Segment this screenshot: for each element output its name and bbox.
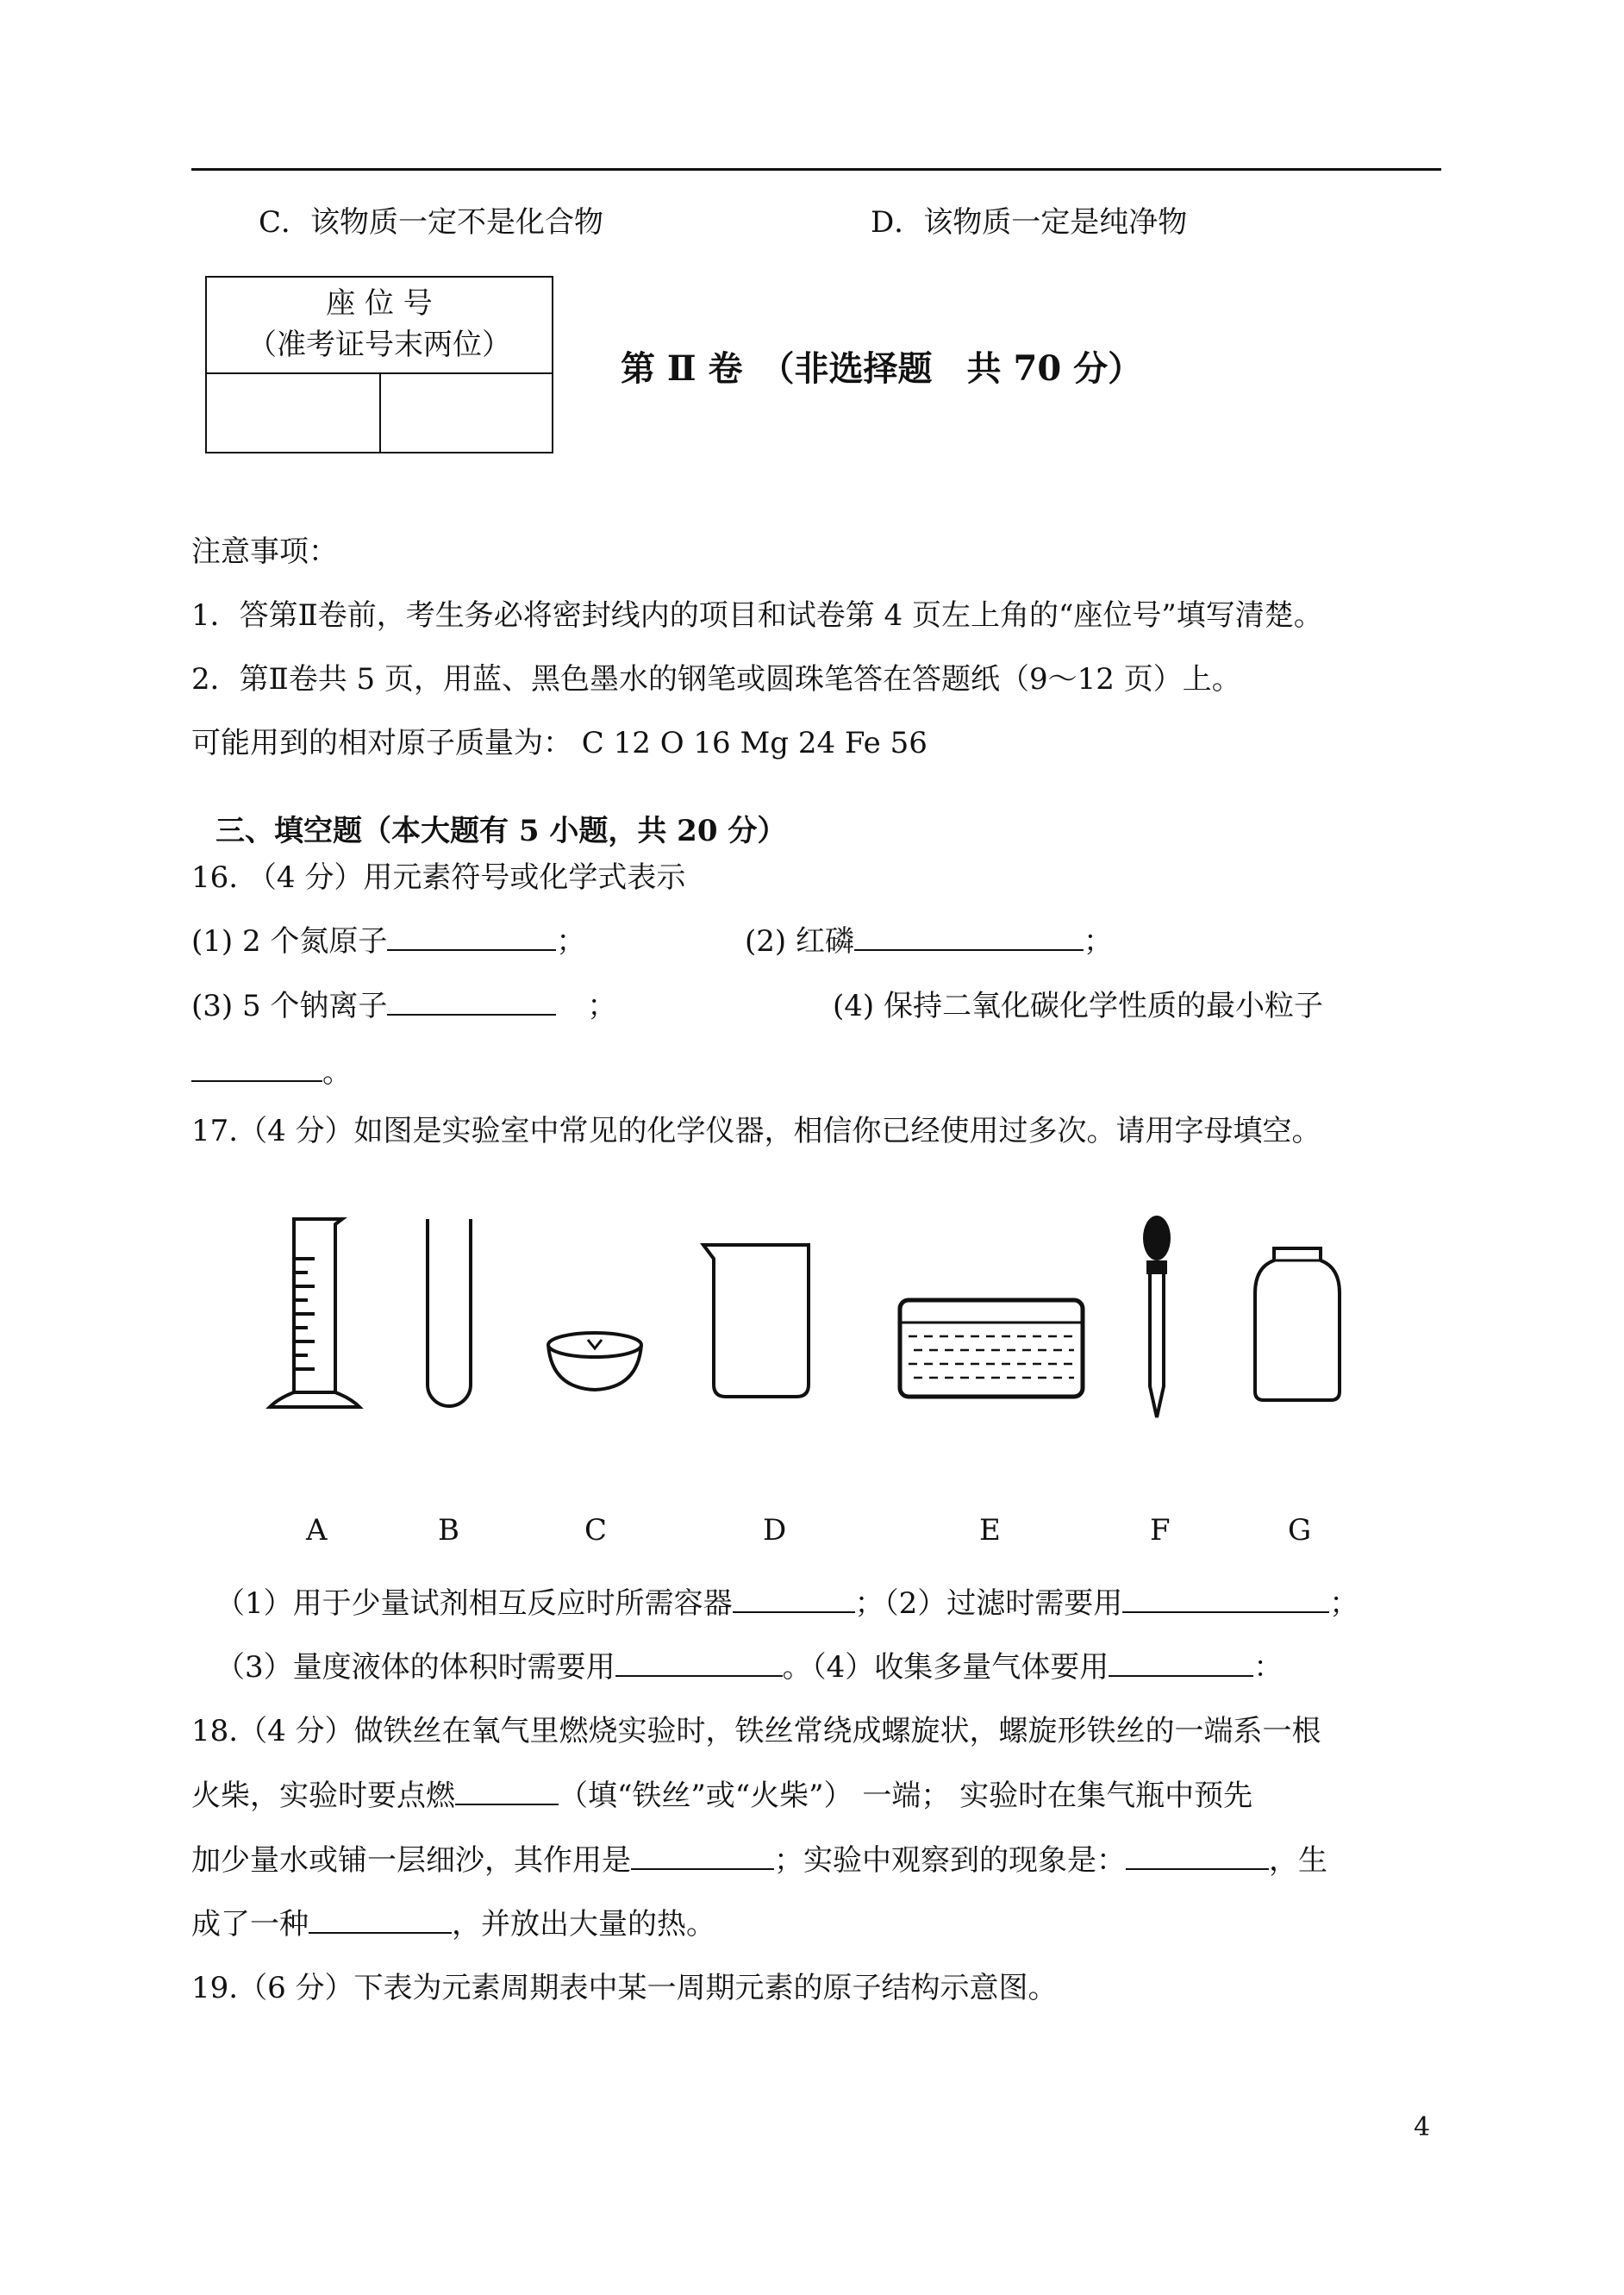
q18-line3-end: ，生 bbox=[1269, 1843, 1327, 1878]
q18-product-blank[interactable] bbox=[309, 1906, 452, 1934]
q19-stem: 19.（6 分）下表为元素周期表中某一周期元素的原子结构示意图。 bbox=[191, 1971, 1058, 2005]
q16-part2 bbox=[745, 922, 1113, 960]
q18-line4 bbox=[191, 1905, 715, 1943]
q17-part4-end: ： bbox=[1253, 1650, 1284, 1685]
q18-purpose-blank[interactable] bbox=[631, 1842, 774, 1870]
q16-part2-end: ； bbox=[1083, 924, 1113, 959]
q18-line4-text: 成了一种 bbox=[191, 1907, 309, 1942]
seat-digit-2-cell[interactable] bbox=[381, 374, 553, 453]
apparatus-label-b: B bbox=[438, 1513, 459, 1548]
seat-box-header bbox=[207, 278, 552, 374]
apparatus-label-c: C bbox=[584, 1513, 608, 1548]
q17-line1 bbox=[215, 1585, 1359, 1623]
q18-line3-text: 加少量水或铺一层细沙，其作用是 bbox=[191, 1843, 631, 1878]
q17-part4-blank[interactable] bbox=[1109, 1649, 1253, 1677]
q16-part1-text: (1) 2 个氮原子 bbox=[191, 924, 388, 959]
apparatus-label-f: F bbox=[1150, 1513, 1171, 1548]
header-rule bbox=[191, 168, 1441, 171]
q17-part3-blank[interactable] bbox=[615, 1649, 783, 1677]
section-title: 第 Ⅱ 卷 （非选择题 共 70 分） bbox=[621, 348, 1143, 389]
dropper-icon bbox=[1131, 1214, 1183, 1419]
q18-line1: 18.（4 分）做铁丝在氧气里燃烧实验时，铁丝常绕成螺旋状，螺旋形铁丝的一端系一根 bbox=[191, 1714, 1321, 1748]
note-1: 1．答第Ⅱ卷前，考生务必将密封线内的项目和试卷第 4 页左上角的“座位号”填写清楚。 bbox=[191, 598, 1323, 633]
atomic-masses: 可能用到的相对原子质量为： C 12 O 16 Mg 24 Fe 56 bbox=[191, 726, 928, 760]
q17-part4-text: 。（4）收集多量气体要用 bbox=[782, 1650, 1109, 1685]
q18-line3-mid: ；实验中观察到的现象是： bbox=[774, 1843, 1126, 1878]
q16-stem: 16. （4 分）用元素符号或化学式表示 bbox=[191, 860, 686, 895]
q18-line3 bbox=[191, 1842, 1327, 1879]
apparatus-label-g: G bbox=[1288, 1513, 1312, 1548]
q16-part1-blank[interactable] bbox=[387, 923, 556, 951]
q16-part4: (4) 保持二氧化碳化学性质的最小粒子 bbox=[833, 989, 1323, 1023]
part3-heading: 三、填空题（本大题有 5 小题，共 20 分） bbox=[215, 814, 787, 848]
q18-phenomenon-blank[interactable] bbox=[1126, 1842, 1269, 1870]
water-trough-icon bbox=[896, 1297, 1086, 1400]
q16-part4-blank[interactable] bbox=[191, 1054, 322, 1082]
q18-line2-rest: （填“铁丝”或“火柴”） 一端； 实验时在集气瓶中预先 bbox=[559, 1779, 1253, 1813]
note-2: 2．第Ⅱ卷共 5 页，用蓝、黑色墨水的钢笔或圆珠笔答在答题纸（9～12 页）上。 bbox=[191, 662, 1241, 697]
gas-jar-icon bbox=[1250, 1245, 1345, 1404]
q16-part2-blank[interactable] bbox=[854, 923, 1084, 951]
q17-part1-blank[interactable] bbox=[733, 1585, 855, 1613]
seat-number-box bbox=[205, 276, 553, 453]
apparatus-label-e: E bbox=[979, 1513, 1001, 1548]
q16-part3 bbox=[191, 987, 616, 1025]
seat-box-subtitle: （准考证号末两位） bbox=[247, 328, 511, 362]
seat-box-title: 座 位 号 bbox=[326, 286, 433, 321]
apparatus-label-d: D bbox=[763, 1513, 787, 1548]
q16-part3-blank[interactable] bbox=[387, 988, 556, 1016]
q16-part4-end: 。 bbox=[322, 1055, 352, 1090]
q16-part3-text: (3) 5 个钠离子 bbox=[191, 989, 388, 1023]
q18-line4-end: ，并放出大量的热。 bbox=[452, 1907, 715, 1942]
q17-part2-end: ； bbox=[1329, 1586, 1359, 1621]
q18-ignite-blank[interactable] bbox=[455, 1778, 559, 1805]
apparatus-label-a: A bbox=[306, 1513, 328, 1548]
q17-part3-text: （3）量度液体的体积时需要用 bbox=[215, 1650, 615, 1685]
page-number: 4 bbox=[1414, 2112, 1431, 2142]
beaker-icon bbox=[700, 1238, 821, 1402]
q16-part1 bbox=[191, 922, 585, 960]
option-d: D．该物质一定是纯净物 bbox=[871, 205, 1188, 240]
evaporating-dish-icon bbox=[543, 1328, 646, 1397]
q18-line2-text: 火柴，实验时要点燃 bbox=[191, 1779, 455, 1813]
q16-part1-end: ； bbox=[556, 924, 586, 959]
q16-part2-text: (2) 红磷 bbox=[745, 924, 854, 959]
q17-part1-text: （1）用于少量试剂相互反应时所需容器 bbox=[215, 1586, 733, 1621]
q16-part3-end: ； bbox=[587, 989, 617, 1023]
graduated-cylinder-icon bbox=[263, 1216, 366, 1414]
option-c: C．该物质一定不是化合物 bbox=[259, 205, 604, 240]
q17-stem: 17.（4 分）如图是实验室中常见的化学仪器，相信你已经使用过多次。请用字母填空。 bbox=[191, 1114, 1321, 1148]
test-tube-icon bbox=[421, 1216, 478, 1414]
seat-digit-1-cell[interactable] bbox=[207, 374, 381, 453]
q17-part2-text: ；（2）过滤时需要用 bbox=[854, 1586, 1123, 1621]
q16-part4-answer bbox=[191, 1054, 352, 1091]
q17-part2-blank[interactable] bbox=[1122, 1585, 1329, 1613]
q18-line2 bbox=[191, 1777, 1252, 1815]
notes-heading: 注意事项： bbox=[191, 535, 338, 569]
q17-line2 bbox=[215, 1648, 1283, 1686]
